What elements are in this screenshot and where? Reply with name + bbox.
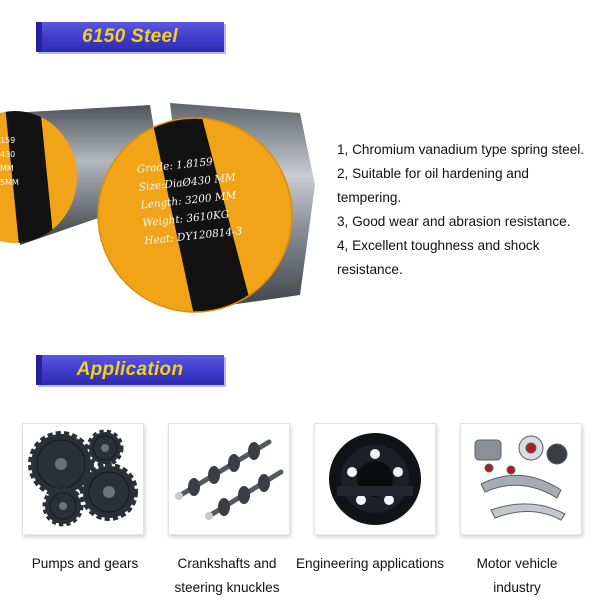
feature-item: 2, Suitable for oil hardening and tempering. [337, 166, 529, 205]
feature-item: 3, Good wear and abrasion resistance. [337, 214, 571, 229]
application-card-idler [314, 423, 436, 535]
auto-parts-icon [461, 424, 581, 534]
page-title: 6150 Steel [82, 26, 178, 47]
svg-text:Length: 3200 MM: Length: 3200 MM [140, 189, 237, 212]
application-card-gears [22, 423, 144, 535]
steel-bars-photo [0, 95, 315, 320]
feature-list [337, 138, 595, 282]
title-banner [36, 22, 224, 52]
application-card-camshaft [168, 423, 290, 535]
application-label: Engineering applications [295, 556, 445, 571]
svg-text:Heat: DY120814-3: Heat: DY120814-3 [143, 225, 243, 248]
feature-item: 1, Chromium vanadium type spring steel. [337, 142, 585, 157]
camshaft-icon [169, 424, 289, 534]
svg-text:430: 430 [0, 150, 16, 159]
application-card-autoparts [460, 423, 582, 535]
svg-text:Size:DiaØ430 MM: Size:DiaØ430 MM [138, 171, 237, 194]
application-label: Pumps and gears [31, 556, 139, 571]
svg-text:MM: MM [0, 164, 14, 173]
idler-wheel-icon [315, 424, 435, 534]
svg-text:159: 159 [0, 136, 16, 145]
application-banner [36, 355, 224, 385]
application-label: Motor vehicle industry [476, 556, 558, 595]
svg-text:5MM: 5MM [0, 178, 19, 187]
application-title: Application [76, 359, 184, 380]
svg-text:Weight: 3610KG: Weight: 3610KG [141, 208, 230, 230]
svg-text:Grade: 1.8159: Grade: 1.8159 [136, 155, 214, 176]
application-label: Crankshafts and steering knuckles [174, 556, 280, 595]
feature-item: 4, Excellent toughness and shock resistance. [337, 238, 540, 277]
gears-icon [23, 424, 143, 534]
